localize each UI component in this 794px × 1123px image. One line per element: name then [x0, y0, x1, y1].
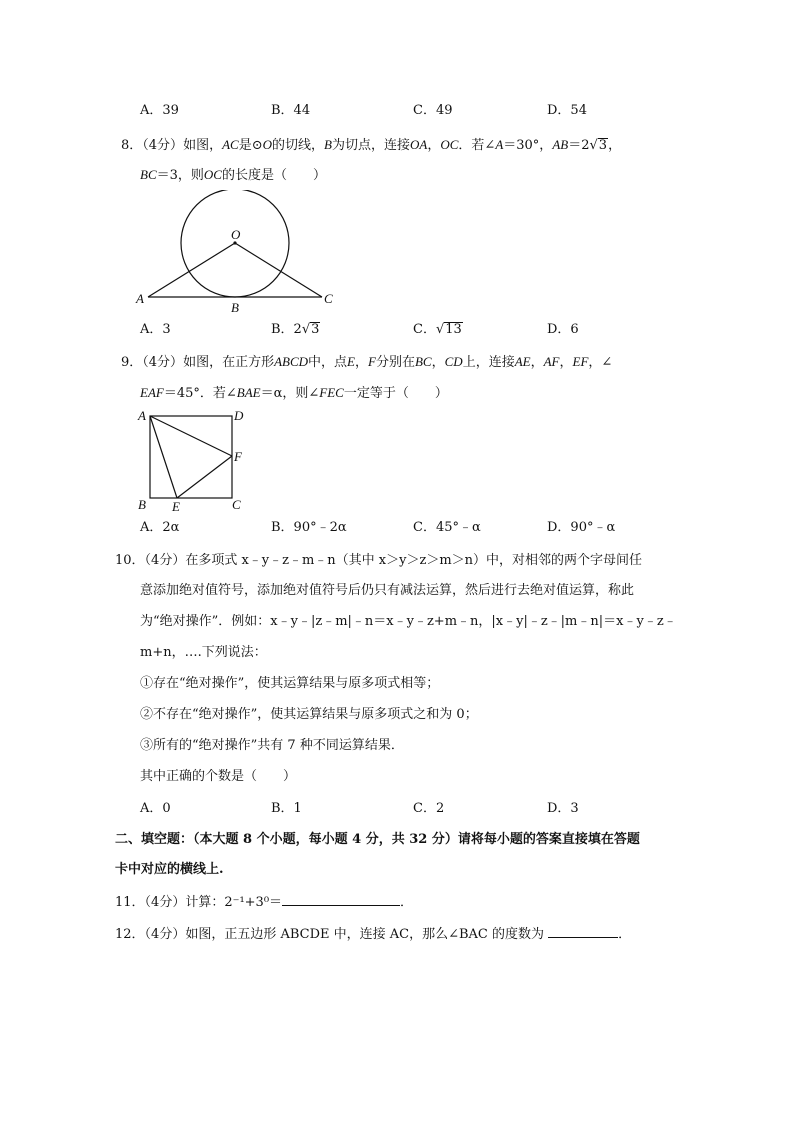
q8-option-b: B．2√3 — [271, 322, 320, 337]
q10-statement-1: ①存在“绝对操作”，使其运算结果与原多项式相等； — [140, 676, 440, 691]
q9-option-a: A．2α — [140, 520, 180, 535]
segment-oc — [235, 243, 322, 297]
label-f: F — [234, 449, 242, 464]
section2-heading-line2: 卡中对应的横线上. — [115, 862, 224, 877]
q10-option-d: D．3 — [547, 801, 579, 816]
q10-ask: 其中正确的个数是（ ） — [140, 769, 297, 784]
q7-option-d: D．54 — [547, 103, 587, 118]
label-c: C — [232, 497, 241, 512]
label-e: E — [172, 499, 180, 514]
q9-stem-line1: 9．（4分）如图，在正方形ABCD中，点E，F分别在BC，CD上，连接AE，AF，EF，∠ — [121, 354, 613, 370]
q10-stem-line2: 意添加绝对值符号，添加绝对值符号后仍只有减法运算，然后进行去绝对值运算，称此 — [140, 583, 635, 598]
q10-statement-2: ②不存在“绝对操作”，使其运算结果与原多项式之和为 0； — [140, 707, 478, 722]
q9-stem-line2: EAF＝45°．若∠BAE＝α，则∠FEC一定等于（ ） — [140, 385, 448, 401]
label-o: O — [231, 227, 241, 242]
q8-option-c: C．√13 — [413, 322, 462, 337]
q10-statement-3: ③所有的“绝对操作”共有 7 种不同运算结果． — [140, 738, 404, 753]
section2-heading-line1: 二、填空题：（本大题 8 个小题，每小题 4 分，共 32 分）请将每小题的答案直接填在答题 — [115, 832, 640, 847]
segment-oa — [148, 243, 235, 297]
q9-figure — [134, 405, 254, 517]
q9-option-b: B．90°﹣2α — [271, 520, 347, 535]
label-d: D — [234, 408, 244, 423]
q8-option-d: D．6 — [547, 322, 579, 337]
q10-option-c: C．2 — [413, 801, 445, 816]
q8-figure — [130, 190, 340, 315]
q10-stem-line1: 10．（4分）在多项式 x﹣y﹣z﹣m﹣n（其中 x＞y＞z＞m＞n）中，对相邻的两个字母间任 — [115, 553, 643, 568]
q7-option-c: C．49 — [413, 103, 453, 118]
label-b: B — [138, 497, 146, 512]
q10-stem-line4: m+n，….下列说法： — [140, 645, 267, 660]
label-c: C — [324, 291, 333, 306]
label-a: A — [138, 408, 146, 423]
q12-stem: 12．（4分）如图，正五边形 ABCDE 中，连接 AC，那么∠BAC 的度数为 ． — [115, 927, 632, 942]
q9-option-c: C．45°﹣α — [413, 520, 481, 535]
label-b: B — [231, 300, 239, 315]
q8-stem-line1: 8．（4分）如图，AC是⊙O的切线，B为切点，连接OA，OC．若∠A＝30°，AB＝2√3， — [121, 137, 622, 153]
segment-ef — [177, 456, 232, 498]
q10-option-a: A．0 — [140, 801, 171, 816]
segment-af — [150, 416, 232, 456]
q7-option-b: B．44 — [271, 103, 311, 118]
segment-ae — [150, 416, 177, 498]
square-abcd — [150, 416, 232, 498]
q8-stem-line2: BC＝3，则OC的长度是（ ） — [140, 167, 326, 183]
q8-option-a: A．3 — [140, 322, 171, 337]
q12-answer-blank[interactable] — [548, 937, 618, 938]
label-a: A — [136, 291, 144, 306]
q11-answer-blank[interactable] — [282, 905, 400, 906]
q10-option-b: B．1 — [271, 801, 302, 816]
q9-option-d: D．90°﹣α — [547, 520, 616, 535]
q10-stem-line3: 为“绝对操作”．例如：x﹣y﹣|z﹣m|﹣n＝x﹣y﹣z+m﹣n，|x﹣y|﹣z﹣|m﹣n|＝x﹣y﹣z﹣ — [140, 614, 677, 629]
q11-stem: 11．（4分）计算：2⁻¹+3⁰＝ ． — [115, 895, 414, 910]
q7-option-a: A．39 — [140, 103, 179, 118]
